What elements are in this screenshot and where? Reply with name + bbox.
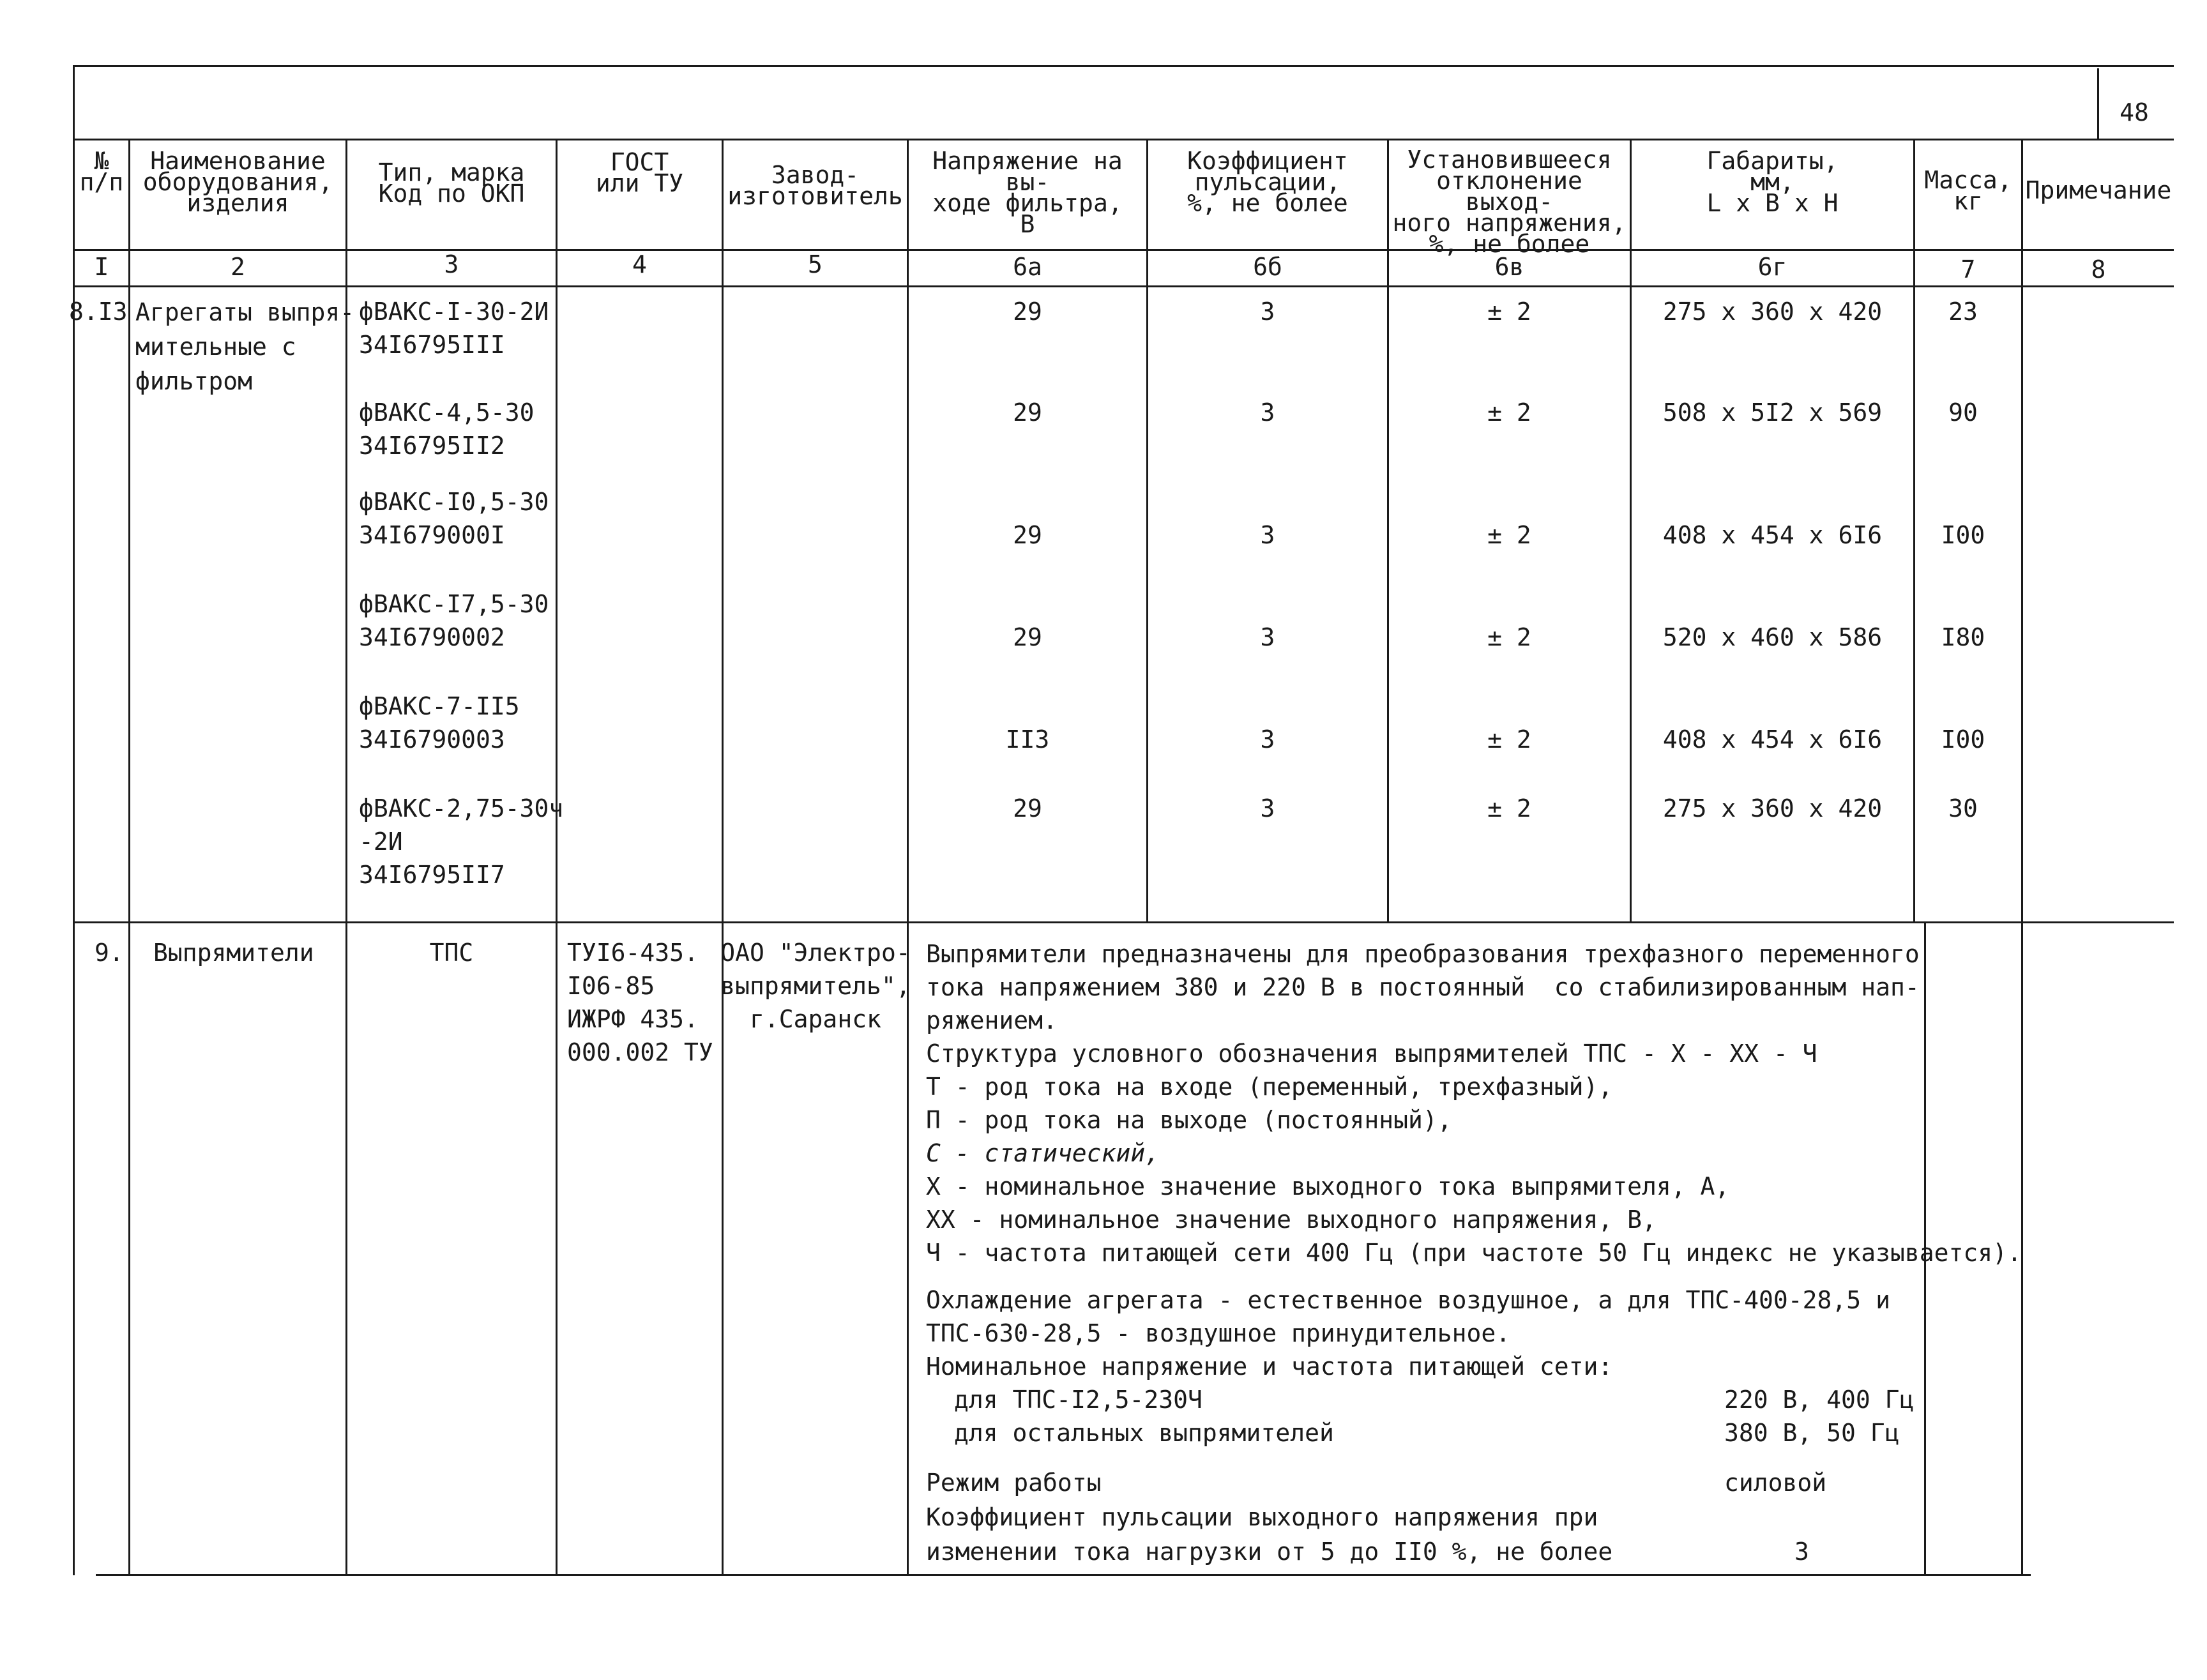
item-standard: ТУI6-435. I06-85 ИЖРФ 435. 000.002 ТУ [567,939,713,1066]
model-ripple: 3 [1260,521,1275,549]
model-ripple: 3 [1260,794,1275,822]
table-bottom-rule [96,1574,2031,1576]
model-type: фВАКС-I0,5-30 34I679000I [359,488,549,549]
item-type: ТПС [429,939,474,967]
header-mass: Масса, кг [1924,166,2012,215]
header-note: Примечание [2025,176,2172,204]
item-name: Агрегаты выпря- мительные с фильтром [135,298,355,395]
model-dimensions: 508 x 5I2 x 569 [1662,398,1883,427]
header-ripple: Коэффициент пульсации, %, не более [1187,147,1348,217]
section-divider-rule [73,921,2174,923]
model-voltage: II3 [1005,725,1050,753]
description-line: С - статический, [926,1139,1160,1167]
header-number: № п/п [79,147,124,196]
header-deviation: Установившееся отклонение выход- ного напряжения, %, не более [1392,146,1627,258]
column-number: 6в [1494,253,1524,281]
header-standard: ГОСТ или ТУ [595,148,684,197]
model-ripple: 3 [1260,298,1275,326]
supply-title: Номинальное напряжение и частота питающей сети: [926,1352,1613,1381]
header-top-rule [73,139,2174,140]
supply-value: 380 В, 50 Гц [1724,1419,1900,1447]
model-deviation: ± 2 [1487,794,1531,822]
model-mass: 30 [1948,794,1978,822]
header-type: Тип, марка Код по ОКП [378,158,525,208]
model-deviation: ± 2 [1487,521,1531,549]
col-sep-10 [2021,139,2023,1575]
column-number: 7 [1961,255,1976,284]
model-deviation: ± 2 [1487,725,1531,753]
model-voltage: 29 [1013,398,1042,427]
model-voltage: 29 [1013,298,1042,326]
model-mass: I00 [1941,725,1985,753]
header-manufacturer: Завод- изготовитель [727,161,903,210]
description-line: Т - род тока на входе (переменный, трехфазный), [926,1073,1613,1101]
model-mass: I80 [1941,623,1985,651]
model-voltage: 29 [1013,623,1042,651]
model-mass: I00 [1941,521,1985,549]
column-number: 4 [632,250,647,278]
model-voltage: 29 [1013,521,1042,549]
item-manufacturer: ОАО "Электро- выпрямитель", г.Саранск [720,939,911,1033]
description-line: XX - номинальное значение выходного напряжения, В, [926,1206,1657,1234]
model-type: фВАКС-4,5-30 34I6795II2 [359,398,535,460]
description-line: тока напряжением 380 и 220 В в постоянный со стабилизированным нап- [926,973,1920,1001]
model-dimensions: 408 x 454 x 6I6 [1662,521,1883,549]
description-line: Выпрямители предназначены для преобразования трехфазного переменного [926,940,1920,968]
ripple-line: изменении тока нагрузки от 5 до II0 %, не более [926,1538,1613,1566]
description-line: ряжением. [926,1006,1058,1034]
model-deviation: ± 2 [1487,623,1531,651]
mode-value: силовой [1724,1469,1827,1497]
cooling-line: Охлаждение агрегата - естественное воздушное, а для ТПС-400-28,5 и [926,1286,1890,1314]
model-dimensions: 408 x 454 x 6I6 [1662,725,1883,753]
description-line: П - род тока на выходе (постоянный), [926,1106,1452,1134]
table-left-border [73,65,75,1575]
model-deviation: ± 2 [1487,298,1531,326]
supply-label: для остальных выпрямителей [954,1419,1334,1447]
model-type: фВАКС-7-II5 34I6790003 [359,692,520,753]
col-sep-5 [907,139,909,1575]
model-deviation: ± 2 [1487,398,1531,427]
column-number: 5 [808,250,823,278]
item-number: 9. [95,939,124,967]
column-number: 6г [1757,253,1787,281]
ripple-value: 3 [1794,1538,1809,1566]
model-type: фВАКС-I-30-2И 34I6795III [359,298,549,359]
column-number: I [94,253,109,281]
column-number: 6б [1253,253,1282,281]
model-mass: 90 [1948,398,1978,427]
table-top-border [73,65,2174,67]
column-number: 8 [2091,255,2106,284]
model-ripple: 3 [1260,398,1275,427]
mode-label: Режим работы [926,1469,1102,1497]
model-ripple: 3 [1260,725,1275,753]
column-number: 3 [444,250,459,278]
model-mass: 23 [1948,298,1978,326]
ripple-line: Коэффициент пульсации выходного напряжения при [926,1503,1598,1531]
description-line: X - номинальное значение выходного тока выпрямителя, А, [926,1172,1730,1200]
supply-label: для ТПС-I2,5-230Ч [954,1386,1202,1414]
cooling-line: ТПС-630-28,5 - воздушное принудительное. [926,1319,1511,1347]
model-voltage: 29 [1013,794,1042,822]
item-number: 8.I3 [69,298,128,326]
col-sep-1 [128,139,130,1575]
model-dimensions: 275 x 360 x 420 [1662,794,1883,822]
model-dimensions: 275 x 360 x 420 [1662,298,1883,326]
model-type: фВАКС-2,75-30ч -2И 34I6795II7 [359,794,564,889]
column-number: 2 [231,253,245,281]
column-number: 6а [1013,253,1042,281]
col-sep-4 [722,139,724,1575]
model-dimensions: 520 x 460 x 586 [1662,623,1883,651]
column-number-rule [73,285,2174,287]
page-number: 48 [2120,98,2149,126]
model-ripple: 3 [1260,623,1275,651]
header-voltage: Напряжение на вы- ходе фильтра, В [932,147,1123,238]
supply-value: 220 В, 400 Гц [1724,1386,1915,1414]
model-type: фВАКС-I7,5-30 34I6790002 [359,590,549,651]
description-line: Структура условного обозначения выпрямителей ТПС - X - XX - Ч [926,1040,1817,1068]
description-line: Ч - частота питающей сети 400 Гц (при частоте 50 Гц индекс не указывается). [926,1239,2022,1267]
header-name: Наименование оборудования, изделия [142,147,333,217]
item-name: Выпрямители [153,939,314,967]
header-dimensions: Габариты, мм, L x B x H [1706,147,1839,217]
